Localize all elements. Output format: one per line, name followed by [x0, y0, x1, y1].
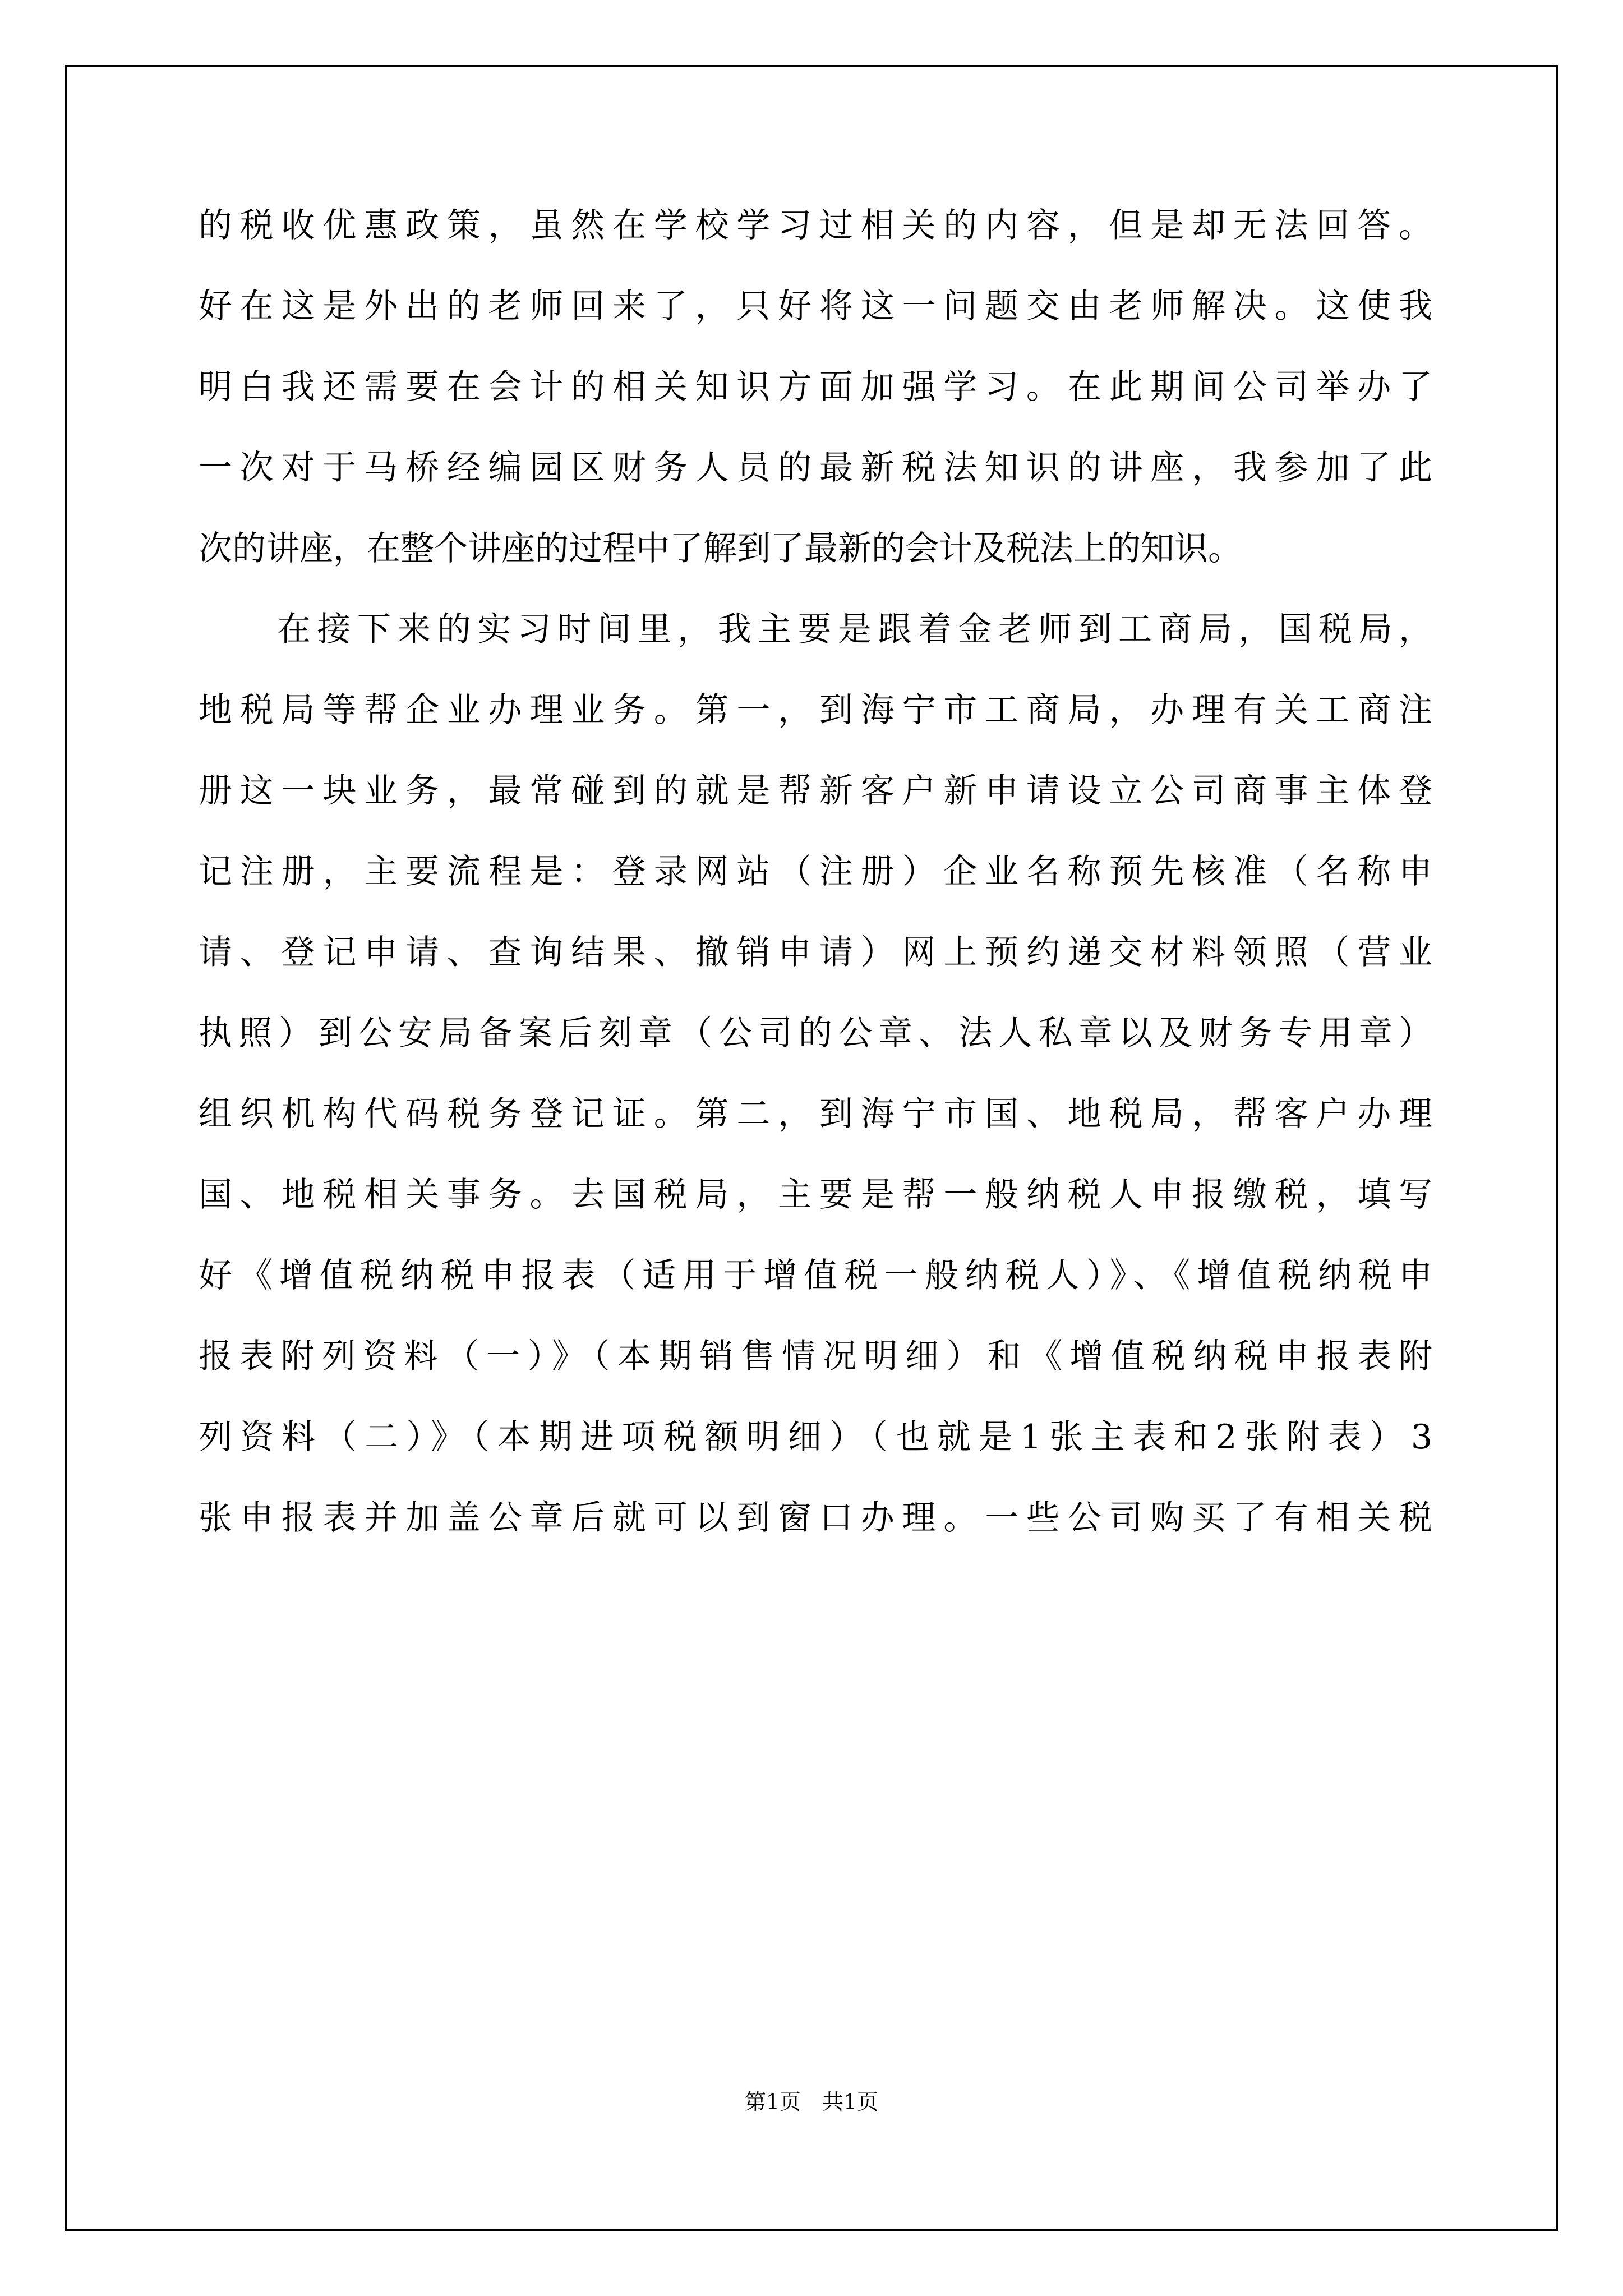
document-body	[199, 185, 1432, 1558]
text-line: 册这一块业务，最常碰到的就是帮新客户新申请设立公司商事主体登	[199, 771, 1432, 811]
text-line: 好在这是外出的老师回来了，只好将这一问题交由老师解决。这使我	[199, 287, 1432, 326]
text-line: 记注册，主要流程是：登录网站（注册）企业名称预先核准（名称申	[199, 852, 1432, 891]
text-line: 组织机构代码税务登记证。第二，到海宁市国、地税局，帮客户办理	[199, 1094, 1432, 1134]
text-line: 执照）到公安局备案后刻章（公司的公章、法人私章以及财务专用章）	[199, 1014, 1432, 1053]
text-line: 明白我还需要在会计的相关知识方面加强学习。在此期间公司举办了	[199, 367, 1432, 407]
text-line: 地税局等帮企业办理业务。第一，到海宁市工商局，办理有关工商注	[199, 691, 1432, 730]
paragraph-first-line: 在接下来的实习时间里，我主要是跟着金老师到工商局，国税局，	[277, 610, 1432, 649]
text-line: 请、登记申请、查询结果、撤销申请）网上预约递交材料领照（营业	[199, 933, 1432, 972]
text-line: 张申报表并加盖公章后就可以到窗口办理。一些公司购买了有相关税	[199, 1498, 1432, 1538]
page-number-label: 第1页 共1页	[744, 2090, 879, 2114]
text-line: 的税收优惠政策，虽然在学校学习过相关的内容，但是却无法回答。	[199, 206, 1432, 245]
page-footer	[0, 2085, 1623, 2115]
text-line: 次的讲座，在整个讲座的过程中了解到了最新的会计及税法上的知识。	[199, 529, 1242, 568]
text-line: 一次对于马桥经编园区财务人员的最新税法知识的讲座，我参加了此	[199, 448, 1432, 487]
text-line: 报表附列资料（一）》（本期销售情况明细）和《增值税纳税申报表附	[199, 1337, 1432, 1376]
text-line: 国、地税相关事务。去国税局，主要是帮一般纳税人申报缴税，填写	[199, 1175, 1432, 1214]
text-line: 好《增值税纳税申报表（适用于增值税一般纳税人）》、《增值税纳税申	[199, 1256, 1432, 1295]
text-line: 列资料（二）》（本期进项税额明细）（也就是1张主表和2张附表）3	[199, 1418, 1432, 1457]
